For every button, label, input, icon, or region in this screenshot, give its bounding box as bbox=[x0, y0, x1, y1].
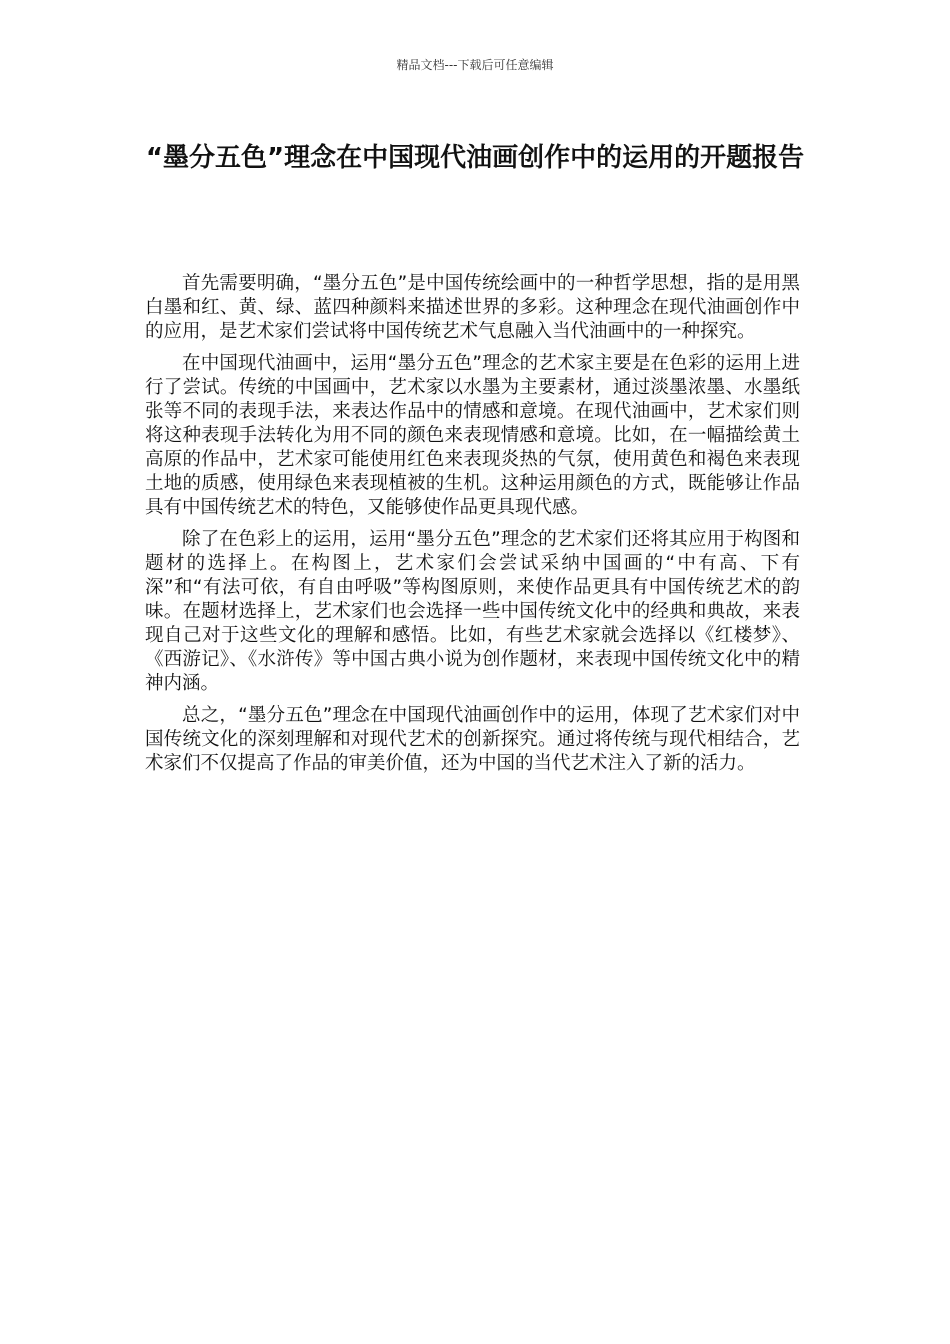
paragraph-2: 在中国现代油画中，运用“墨分五色”理念的艺术家主要是在色彩的运用上进行了尝试。传统的中国画中，艺术家以水墨为主要素材，通过淡墨浓墨、水墨纸张等不同的表现手法，来表达作品中的情感和意境。在现代油画中，艺术家们则将这种表现手法转化为用不同的颜色来表现情感和意境。比如，在一幅描绘黄土高原的作品中，艺术家可能使用红色来表现炎热的气氛，使用黄色和褐色来表现土地的质感，使用绿色来表现植被的生机。这种运用颜色的方式，既能够让作品具有中国传统艺术的特色，又能够使作品更具现代感。 bbox=[145, 353, 800, 518]
paragraph-1: 首先需要明确，“墨分五色”是中国传统绘画中的一种哲学思想，指的是用黑白墨和红、黄、绿、蓝四种颜料来描述世界的多彩。这种理念在现代油画创作中的应用，是艺术家们尝试将中国传统艺术气息融入当代油画中的一种探究。 bbox=[145, 273, 800, 342]
document-title: “墨分五色”理念在中国现代油画创作中的运用的开题报告 bbox=[145, 143, 805, 173]
header-note: 精品文档---下载后可任意编辑 bbox=[396, 58, 554, 72]
paragraph-3: 除了在色彩上的运用，运用“墨分五色”理念的艺术家们还将其应用于构图和题材的选择上。在构图上，艺术家们会尝试采纳中国画的“中有高、下有深”和“有法可依，有自由呼吸”等构图原则，来使作品更具有中国传统艺术的韵味。在题材选择上，艺术家们也会选择一些中国传统文化中的经典和典故，来表现自己对于这些文化的理解和感悟。比如，有些艺术家就会选择以《红楼梦》、《西游记》、《水浒传》等中国古典小说为创作题材，来表现中国传统文化中的精神内涵。 bbox=[145, 529, 800, 694]
paragraph-4: 总之，“墨分五色”理念在中国现代油画创作中的运用，体现了艺术家们对中国传统文化的深刻理解和对现代艺术的创新探究。通过将传统与现代相结合，艺术家们不仅提高了作品的审美价值，还为中国的当代艺术注入了新的活力。 bbox=[145, 705, 800, 774]
document-body bbox=[145, 272, 800, 784]
